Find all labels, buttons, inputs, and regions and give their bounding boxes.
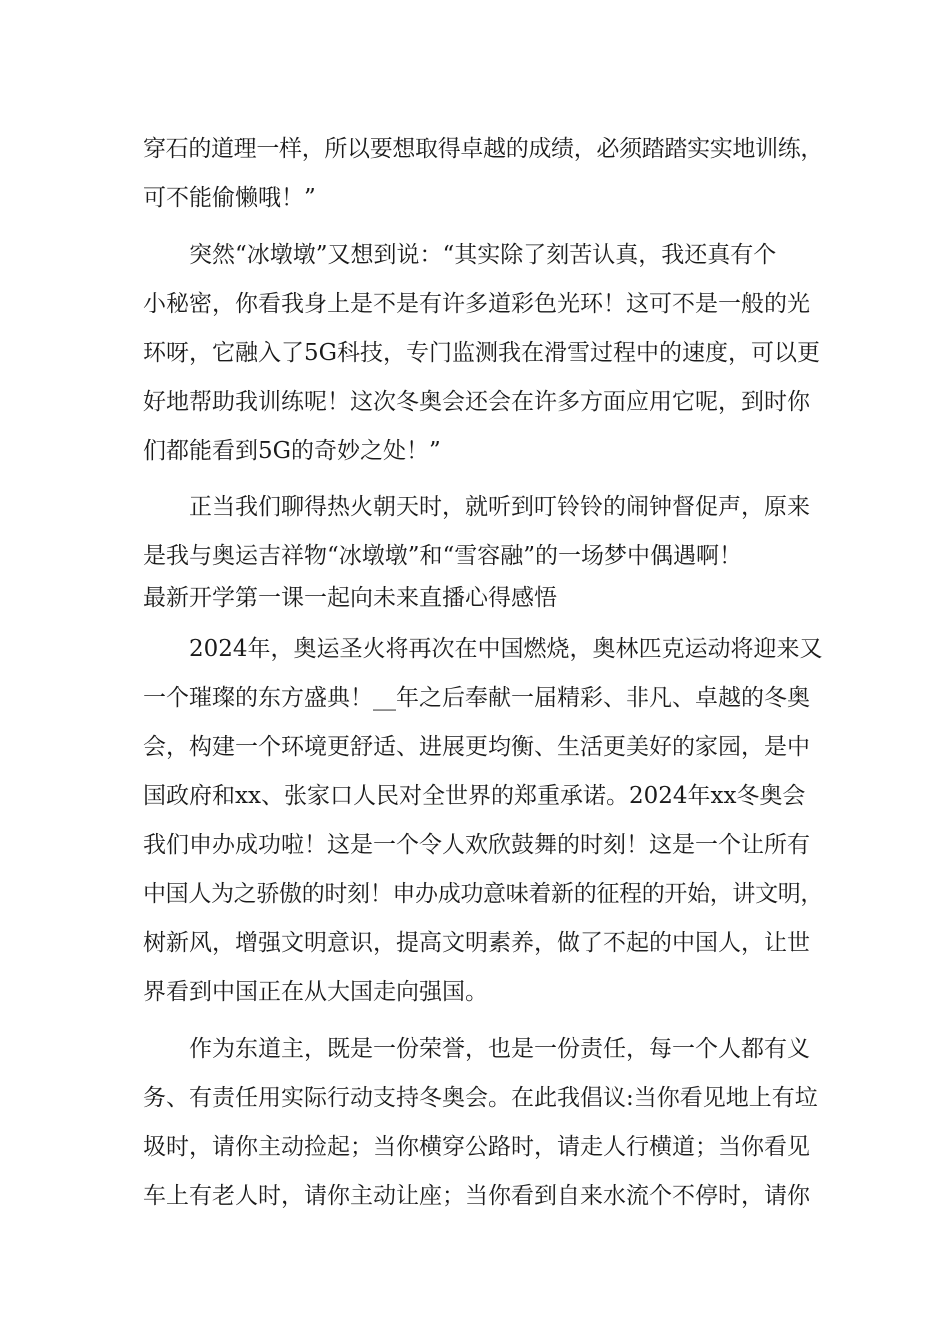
body-text-line: 国政府和xx、张家口人民对全世界的郑重承诺。2024年xx冬奥会 [143,783,806,809]
section-heading: 最新开学第一课一起向未来直播心得感悟 [143,585,557,611]
body-text-line: 小秘密，你看我身上是不是有许多道彩色光环！这可不是一般的光 [143,291,810,317]
body-text-line: 务、有责任用实际行动支持冬奥会。在此我倡议:当你看见地上有垃 [143,1085,818,1111]
body-text-line: 是我与奥运吉祥物“冰墩墩”和“雪容融”的一场梦中偶遇啊！ [143,543,743,569]
body-text-line: 我们申办成功啦！这是一个令人欢欣鼓舞的时刻！这是一个让所有 [143,832,810,858]
paragraph-start-line: 作为东道主，既是一份荣誉，也是一份责任，每一个人都有义 [189,1036,810,1062]
body-text-line: 环呀，它融入了5G科技，专门监测我在滑雪过程中的速度，可以更 [143,340,821,366]
paragraph-start-line: 2024年，奥运圣火将再次在中国燃烧，奥林匹克运动将迎来又 [189,636,823,662]
body-text-line: 可不能偷懒哦！” [143,185,316,211]
body-text-line: 圾时，请你主动捡起；当你横穿公路时，请走人行横道；当你看见 [143,1134,810,1160]
body-text-line: 会，构建一个环境更舒适、进展更均衡、生活更美好的家园，是中 [143,734,810,760]
paragraph-start-line: 突然“冰墩墩”又想到说：“其实除了刻苦认真，我还真有个 [189,242,777,268]
paragraph-start-line: 正当我们聊得热火朝天时，就听到叮铃铃的闹钟督促声，原来 [189,494,810,520]
body-text-line: 车上有老人时，请你主动让座；当你看到自来水流个不停时，请你 [143,1183,810,1209]
body-text-line: 好地帮助我训练呢！这次冬奥会还会在许多方面应用它呢，到时你 [143,389,810,415]
body-text-line: 树新风，增强文明意识，提高文明素养，做了不起的中国人，让世 [143,930,810,956]
body-text-line: 们都能看到5G的奇妙之处！” [143,438,441,464]
body-text-line: 界看到中国正在从大国走向强国。 [143,979,488,1005]
body-text-line: 中国人为之骄傲的时刻！申办成功意味着新的征程的开始，讲文明， [143,881,824,907]
body-text-line: 一个璀璨的东方盛典！__年之后奉献一届精彩、非凡、卓越的冬奥 [143,685,810,711]
body-text-line: 穿石的道理一样，所以要想取得卓越的成绩，必须踏踏实实地训练， [143,136,824,162]
